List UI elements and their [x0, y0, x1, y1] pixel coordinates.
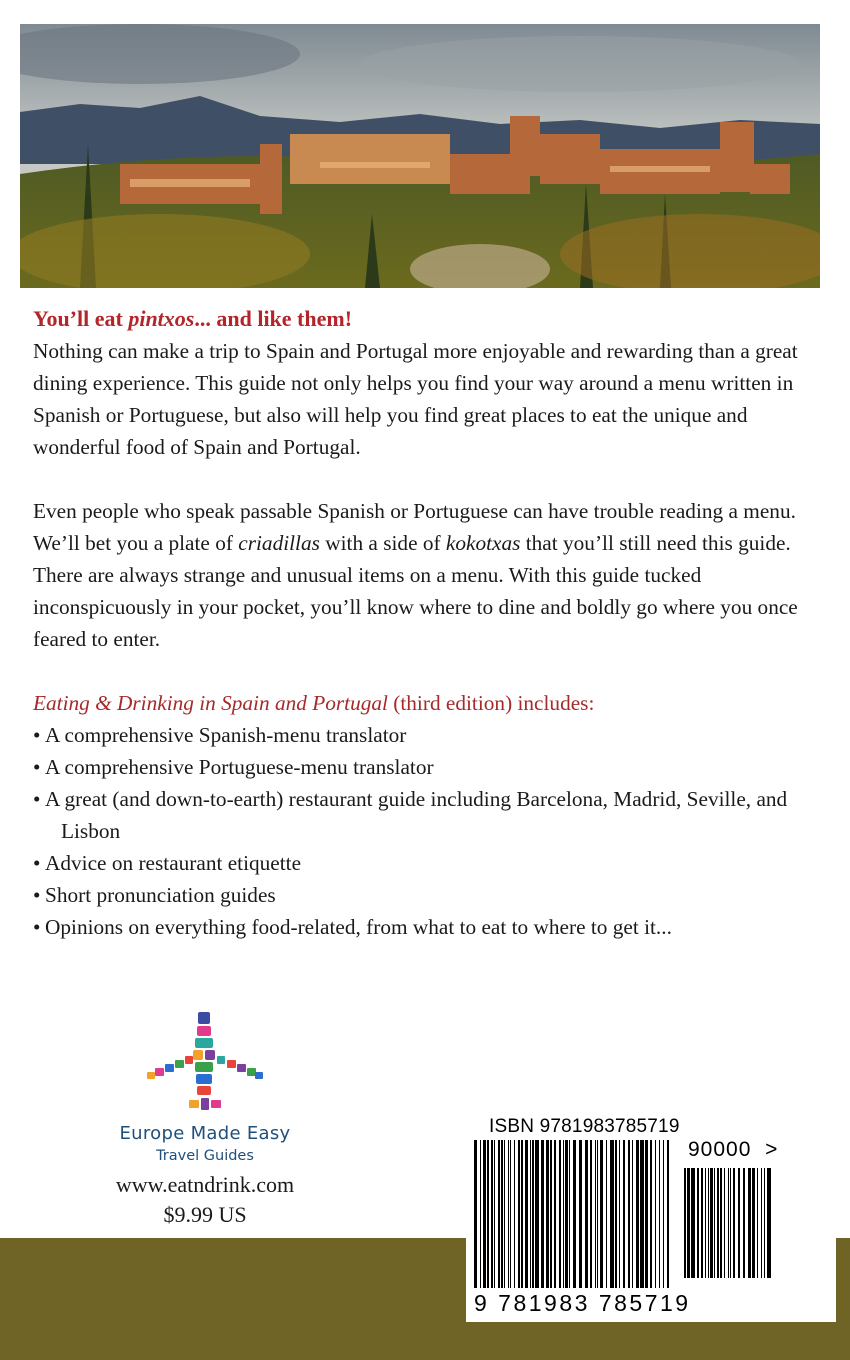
publisher-info — [95, 1170, 315, 1230]
barcode-bar — [483, 1140, 486, 1288]
barcode-bar — [563, 1140, 564, 1288]
bet-paragraph — [33, 495, 823, 655]
feature-text: Opinions on everything food-related, from what to eat to where to get it... — [45, 915, 672, 939]
bullet: • — [33, 883, 41, 907]
barcode-bar — [550, 1140, 552, 1288]
bet-em-criadillas: criadillas — [238, 531, 320, 555]
barcode-bar — [667, 1140, 669, 1288]
list-item — [33, 751, 823, 783]
barcode-bar — [684, 1168, 686, 1278]
bet-text-b: with a side of — [319, 531, 446, 555]
price-code-arrow: > — [765, 1138, 779, 1161]
barcode-bar — [532, 1140, 534, 1288]
price: $9.99 US — [163, 1202, 247, 1227]
barcode-bar — [705, 1168, 706, 1278]
publisher-brand — [100, 1122, 310, 1166]
barcode-bar — [738, 1168, 740, 1278]
price-code — [688, 1138, 778, 1162]
barcode-bar — [559, 1140, 561, 1288]
cover-photo — [20, 24, 820, 288]
barcode-bar — [687, 1168, 690, 1278]
barcode-bar — [504, 1140, 505, 1288]
barcode-bar — [480, 1140, 481, 1288]
book-title: Eating & Drinking in Spain and Portugal — [33, 691, 388, 715]
feature-list — [33, 719, 823, 943]
barcode-bar — [640, 1140, 644, 1288]
ean-digits: 9 781983 785719 — [474, 1290, 691, 1316]
barcode-bar — [659, 1140, 660, 1288]
barcode-bar — [697, 1168, 699, 1278]
bet-text-a: Even people who speak passable Spanish or Portuguese can have trouble reading a menu. We’ll bet you a plate of — [33, 499, 796, 555]
feature-text: Advice on restaurant etiquette — [45, 851, 302, 875]
barcode-bar — [701, 1168, 703, 1278]
airplane-luggage-logo — [145, 1010, 265, 1120]
barcode-bar — [501, 1140, 503, 1288]
website-link[interactable]: www.eatndrink.com — [115, 1172, 295, 1197]
barcode-bar — [691, 1168, 695, 1278]
barcode-bar — [565, 1140, 568, 1288]
headline-suffix: ... and like them! — [194, 306, 353, 331]
list-item — [33, 783, 823, 847]
publisher-name: Europe Made Easy — [119, 1123, 291, 1144]
barcode-bar — [554, 1140, 556, 1288]
barcode-bar — [514, 1140, 515, 1288]
barcode-bar — [518, 1140, 520, 1288]
barcode-bar — [546, 1140, 549, 1288]
barcode-bar — [623, 1140, 625, 1288]
bullet: • — [33, 723, 41, 747]
barcode-bar — [752, 1168, 755, 1278]
barcode-bar — [530, 1140, 531, 1288]
feature-text: Short pronunciation guides — [45, 883, 276, 907]
barcode-bar — [764, 1168, 765, 1278]
headline — [33, 303, 823, 335]
bullet: • — [33, 851, 41, 875]
barcode-bar — [494, 1140, 495, 1288]
barcode-bar — [724, 1168, 725, 1278]
list-item — [33, 911, 823, 943]
barcode-bar — [487, 1140, 489, 1288]
barcode-bar — [498, 1140, 500, 1288]
barcode-bar — [595, 1140, 596, 1288]
publisher-logo — [145, 1010, 265, 1120]
publisher-tagline: Travel Guides — [156, 1148, 254, 1164]
barcode-bar — [590, 1140, 592, 1288]
barcode-bar — [474, 1140, 477, 1288]
bullet: • — [33, 787, 41, 811]
alhambra-landscape-photo — [20, 24, 820, 288]
feature-text: A comprehensive Spanish-menu translator — [45, 723, 407, 747]
includes-suffix: (third edition) includes: — [387, 691, 595, 715]
barcode-bar — [535, 1140, 539, 1288]
barcode-bar — [757, 1168, 758, 1278]
barcode-bar — [585, 1140, 588, 1288]
bullet: • — [33, 755, 41, 779]
barcode-bar — [541, 1140, 544, 1288]
barcode-bar — [579, 1140, 582, 1288]
includes-heading — [33, 687, 823, 719]
barcode-bar — [720, 1168, 722, 1278]
barcode-bar — [597, 1140, 598, 1288]
feature-text: A great (and down-to-earth) restaurant guide including Barcelona, Madrid, Seville, and Lisbon — [45, 787, 788, 843]
barcode-bar — [728, 1168, 729, 1278]
barcode-bar — [650, 1140, 652, 1288]
barcode-bar — [491, 1140, 493, 1288]
barcode-box — [466, 1110, 836, 1322]
barcode-bar — [748, 1168, 751, 1278]
barcode-bar — [569, 1140, 570, 1288]
bet-em-kokotxas: kokotxas — [445, 531, 521, 555]
barcode-bar — [615, 1140, 617, 1288]
barcode-bar — [606, 1140, 607, 1288]
list-item — [33, 879, 823, 911]
barcode-bar — [619, 1140, 620, 1288]
barcode-bar — [521, 1140, 523, 1288]
barcode-bar — [717, 1168, 719, 1278]
barcode-bar — [767, 1168, 771, 1278]
barcode-bar — [663, 1140, 664, 1288]
barcode-bar — [525, 1140, 528, 1288]
barcode-bar — [632, 1140, 633, 1288]
barcode-bar — [636, 1140, 639, 1288]
list-item — [33, 847, 823, 879]
barcode-bar — [510, 1140, 511, 1288]
isbn-label: ISBN 9781983785719 — [489, 1116, 680, 1137]
intro-paragraph: Nothing can make a trip to Spain and Portugal more enjoyable and rewarding than a great dining experience. This guide not only helps you find your way around a menu written in Spanish or Portuguese, but also will help you find great places to eat the unique and wonderful food of Spain and Portugal. — [33, 339, 798, 459]
barcode-bar — [714, 1168, 715, 1278]
barcode-bar — [508, 1140, 509, 1288]
addon-barcode — [684, 1168, 774, 1280]
barcode-bar — [573, 1140, 576, 1288]
barcode-bar — [645, 1140, 648, 1288]
headline-em: pintxos — [128, 306, 195, 331]
barcode-bar — [628, 1140, 630, 1288]
ean-barcode — [474, 1140, 674, 1292]
barcode-bar — [600, 1140, 603, 1288]
barcode-bar — [761, 1168, 762, 1278]
barcode-bar — [610, 1140, 614, 1288]
barcode-bar — [730, 1168, 731, 1278]
barcode-bar — [733, 1168, 735, 1278]
price-code-digits: 90000 — [688, 1138, 752, 1161]
back-cover-copy — [33, 303, 823, 943]
headline-prefix: You’ll eat — [33, 306, 129, 331]
list-item — [33, 719, 823, 751]
bullet: • — [33, 915, 41, 939]
barcode-bar — [708, 1168, 709, 1278]
bet-text-c: that you’ll still need this guide. There are always strange and unusual items on a menu. With this guide tucked inconspicuously in your pocket, you’ll know where to dine and boldly go where you once feared to enter. — [33, 531, 798, 651]
barcode-bar — [710, 1168, 713, 1278]
feature-text: A comprehensive Portuguese-menu translator — [45, 755, 434, 779]
barcode-bar — [655, 1140, 656, 1288]
barcode-bar — [743, 1168, 745, 1278]
